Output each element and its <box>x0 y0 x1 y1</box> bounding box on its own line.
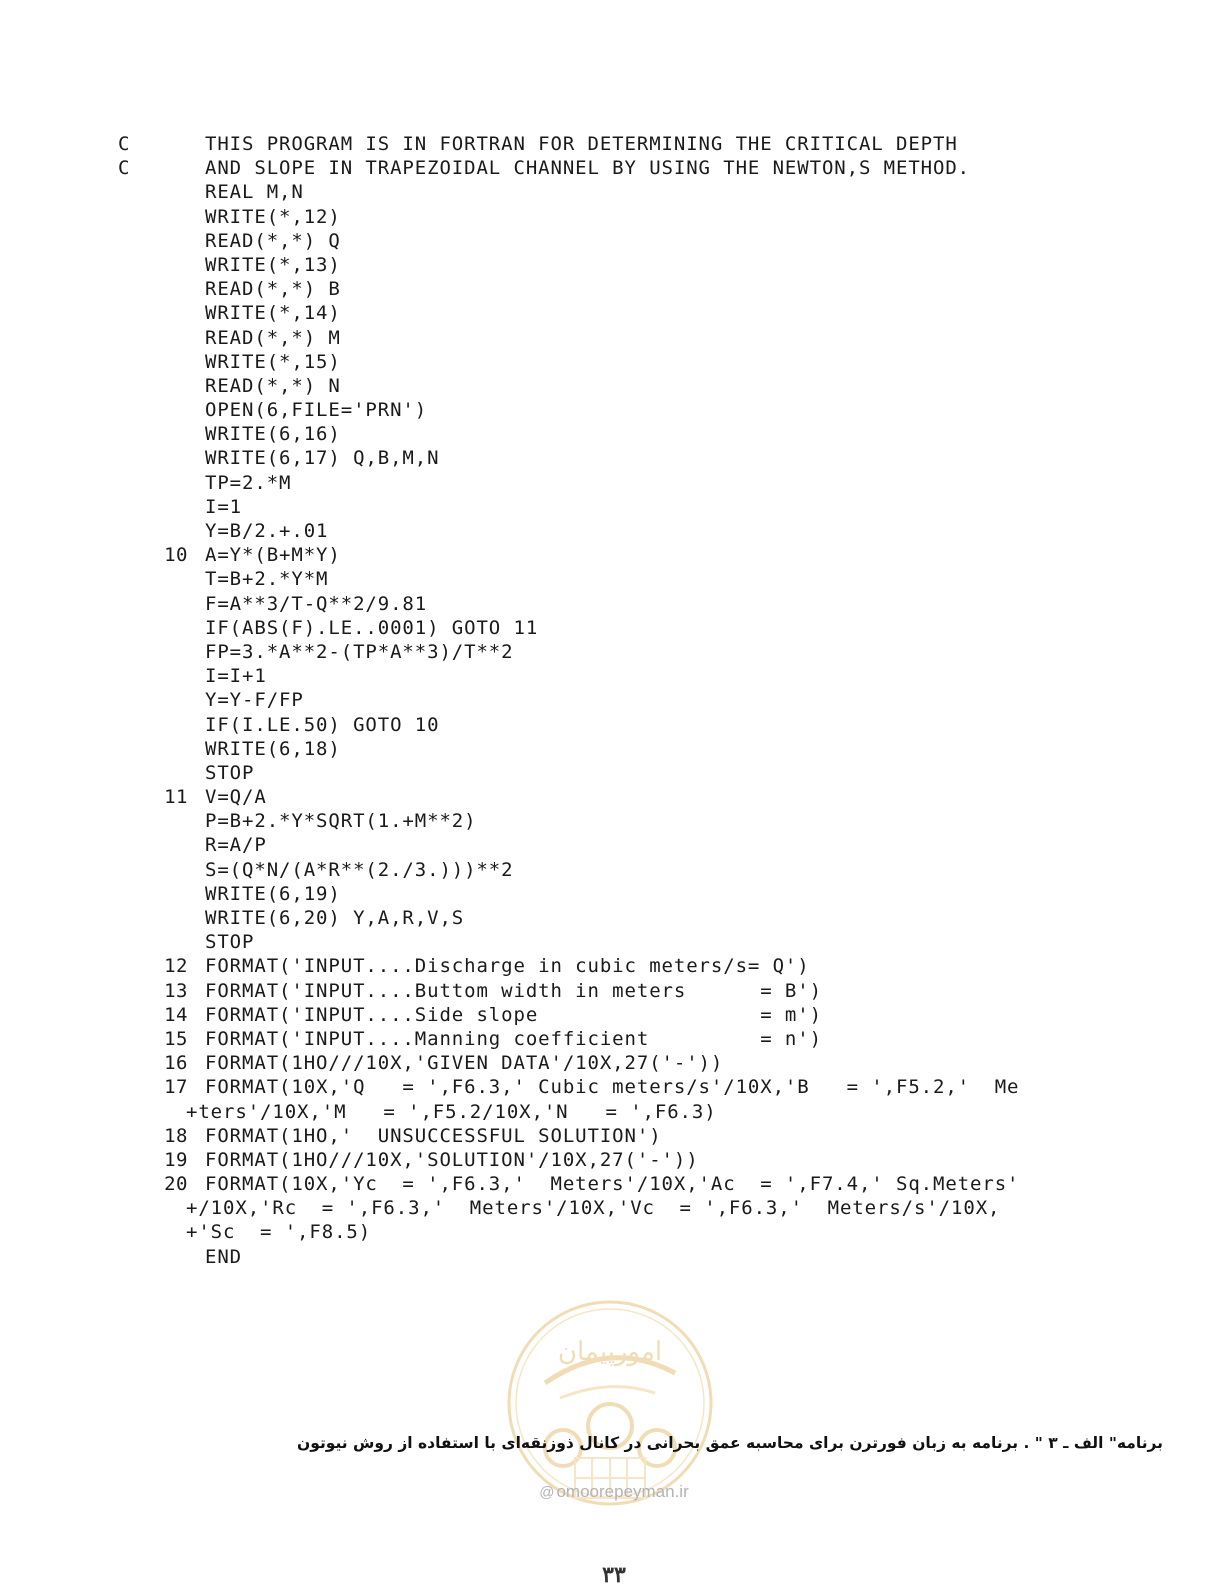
code-text: Y=Y-F/FP <box>205 689 304 712</box>
code-line <box>0 737 1228 761</box>
code-text: P=B+2.*Y*SQRT(1.+M**2) <box>205 810 477 833</box>
statement-label: 13 <box>164 979 188 1002</box>
code-line <box>0 785 1228 809</box>
code-text: WRITE(*,14) <box>205 302 341 325</box>
code-line <box>0 1100 1228 1124</box>
code-text: IF(I.LE.50) GOTO 10 <box>205 713 440 736</box>
code-line <box>0 326 1228 350</box>
code-text: A=Y*(B+M*Y) <box>205 544 341 567</box>
code-line <box>0 1245 1228 1269</box>
code-line <box>0 1148 1228 1172</box>
code-line <box>0 640 1228 664</box>
code-text: REAL M,N <box>205 181 304 204</box>
statement-label: 17 <box>164 1076 188 1099</box>
code-text: R=A/P <box>205 834 267 857</box>
fortran-program-listing <box>0 132 1228 1269</box>
code-line <box>0 1172 1228 1196</box>
code-line <box>0 156 1228 180</box>
code-line <box>0 858 1228 882</box>
watermark-logo-text: امورپیمان <box>557 1337 663 1367</box>
code-text: FORMAT(10X,'Yc = ',F6.3,' Meters'/10X,'Ac = ',F7.4,' Sq.Meters' <box>205 1173 1020 1196</box>
code-text: WRITE(6,20) Y,A,R,V,S <box>205 907 465 929</box>
code-text: FORMAT('INPUT....Discharge in cubic meters/s= Q') <box>205 955 810 978</box>
code-line <box>0 132 1228 156</box>
code-line <box>0 1220 1228 1244</box>
code-text: STOP <box>205 931 255 954</box>
code-line <box>0 205 1228 229</box>
code-text: WRITE(*,12) <box>205 205 341 228</box>
code-line <box>0 833 1228 857</box>
code-text: WRITE(6,17) Q,B,M,N <box>205 447 440 470</box>
code-text: READ(*,*) Q <box>205 229 341 252</box>
figure-caption: برنامه" الف ـ ٣ " . برنامه به زبان فورترن برای محاسبه عمق بحرانی در کانال ذوزنقه‌ای با استفاده از روش نیوتون <box>297 1434 1163 1452</box>
omoorepeyman-seal-logo <box>505 1298 715 1508</box>
code-line <box>0 616 1228 640</box>
code-text: FORMAT('INPUT....Buttom width in meters = B') <box>205 979 822 1002</box>
watermark-credit <box>0 1482 1228 1502</box>
code-text: WRITE(6,19) <box>205 882 341 905</box>
code-text: WRITE(*,13) <box>205 253 341 276</box>
code-line <box>0 1027 1228 1051</box>
code-line <box>0 954 1228 978</box>
code-text: OPEN(6,FILE='PRN') <box>205 399 428 422</box>
watermark-at-icon: @ <box>539 1484 555 1501</box>
statement-label: 12 <box>164 955 188 978</box>
code-text: WRITE(*,15) <box>205 350 341 373</box>
code-line <box>0 1124 1228 1148</box>
code-text: TP=2.*M <box>205 471 292 494</box>
code-line <box>0 882 1228 906</box>
code-line <box>0 688 1228 712</box>
code-text: READ(*,*) M <box>205 326 341 349</box>
code-text: IF(ABS(F).LE..0001) GOTO 11 <box>205 616 539 639</box>
code-line <box>0 761 1228 785</box>
code-text: WRITE(6,18) <box>205 737 341 760</box>
code-line <box>0 713 1228 737</box>
code-text: +/10X,'Rc = ',F6.3,' Meters'/10X,'Vc = ',F6.3,' Meters/s'/10X, <box>186 1197 1001 1220</box>
code-text: THIS PROGRAM IS IN FORTRAN FOR DETERMINING THE CRITICAL DEPTH <box>205 133 958 155</box>
statement-label: 19 <box>164 1148 188 1171</box>
code-text: READ(*,*) B <box>205 278 341 301</box>
code-line <box>0 592 1228 616</box>
code-line <box>0 301 1228 325</box>
code-line <box>0 519 1228 543</box>
code-text: END <box>205 1245 243 1268</box>
code-text: +'Sc = ',F8.5) <box>186 1221 372 1244</box>
statement-label: 20 <box>164 1173 188 1196</box>
code-line <box>0 374 1228 398</box>
statement-label: 11 <box>164 786 188 809</box>
code-line <box>0 1075 1228 1099</box>
code-line <box>0 471 1228 495</box>
code-text: FORMAT('INPUT....Side slope = m') <box>205 1003 822 1026</box>
code-line <box>0 1051 1228 1075</box>
code-text: V=Q/A <box>205 786 267 809</box>
code-text: F=A**3/T-Q**2/9.81 <box>205 592 428 615</box>
code-line <box>0 398 1228 422</box>
code-line <box>0 809 1228 833</box>
code-text: I=I+1 <box>205 665 267 688</box>
code-line <box>0 567 1228 591</box>
code-text: S=(Q*N/(A*R**(2./3.)))**2 <box>205 858 514 881</box>
code-line <box>0 277 1228 301</box>
statement-label: 10 <box>164 544 188 567</box>
code-text: FORMAT(1HO///10X,'SOLUTION'/10X,27('-')) <box>205 1148 699 1171</box>
code-line <box>0 446 1228 470</box>
code-line <box>0 495 1228 519</box>
code-text: STOP <box>205 761 255 784</box>
statement-label: 15 <box>164 1027 188 1050</box>
code-line <box>0 253 1228 277</box>
code-text: Y=B/2.+.01 <box>205 520 329 542</box>
code-text: FORMAT(10X,'Q = ',F6.3,' Cubic meters/s'/10X,'B = ',F5.2,' Me <box>205 1076 1020 1099</box>
code-line <box>0 1196 1228 1220</box>
code-text: FORMAT(1HO///10X,'GIVEN DATA'/10X,27('-')) <box>205 1052 724 1075</box>
statement-label: 16 <box>164 1052 188 1075</box>
code-text: WRITE(6,16) <box>205 423 341 446</box>
code-text: FP=3.*A**2-(TP*A**3)/T**2 <box>205 640 514 663</box>
statement-label: 14 <box>164 1003 188 1026</box>
code-text: T=B+2.*Y*M <box>205 568 329 591</box>
code-line <box>0 229 1228 253</box>
code-text: +ters'/10X,'M = ',F5.2/10X,'N = ',F6.3) <box>186 1100 717 1123</box>
code-line <box>0 906 1228 930</box>
code-line <box>0 1003 1228 1027</box>
code-text: READ(*,*) N <box>205 374 341 397</box>
code-text: FORMAT('INPUT....Manning coefficient = n') <box>205 1027 822 1050</box>
code-line <box>0 979 1228 1003</box>
code-text: FORMAT(1HO,' UNSUCCESSFUL SOLUTION') <box>205 1124 662 1147</box>
comment-marker: C <box>118 133 130 155</box>
watermark-site: omoorepeyman.ir <box>556 1482 689 1501</box>
code-text: I=1 <box>205 495 243 518</box>
code-line <box>0 664 1228 688</box>
comment-marker: C <box>118 157 130 180</box>
statement-label: 18 <box>164 1124 188 1147</box>
code-line <box>0 543 1228 567</box>
page-number: ٣٣ <box>602 1562 626 1587</box>
code-line <box>0 350 1228 374</box>
code-line <box>0 180 1228 204</box>
code-text: AND SLOPE IN TRAPEZOIDAL CHANNEL BY USING THE NEWTON,S METHOD. <box>205 157 971 180</box>
code-line <box>0 422 1228 446</box>
code-line <box>0 930 1228 954</box>
